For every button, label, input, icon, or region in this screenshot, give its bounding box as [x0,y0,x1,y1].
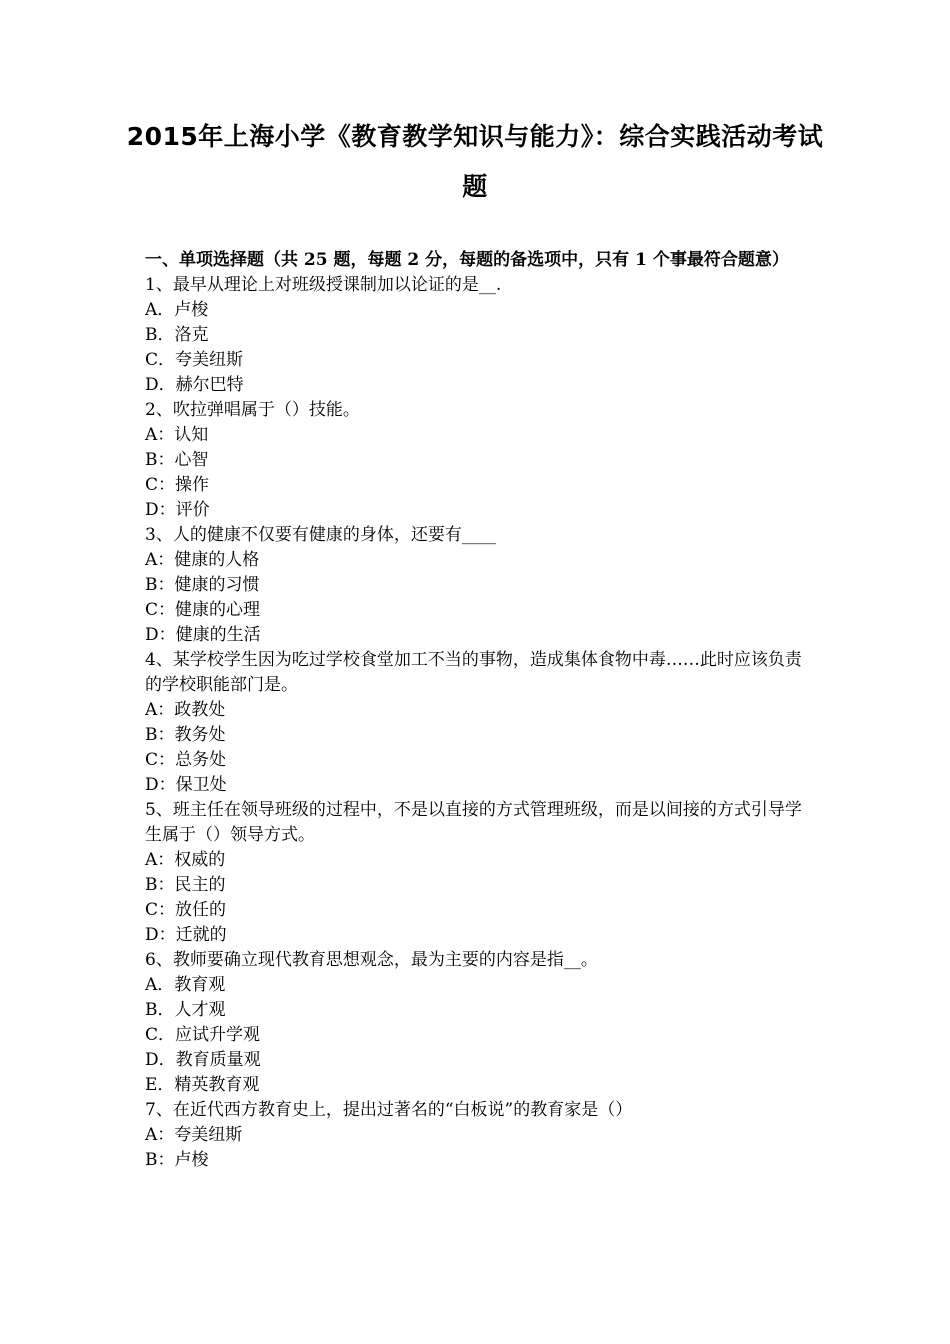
option-c: C：操作 [145,475,210,495]
question-7 [145,1098,807,1173]
option-d: D：保卫处 [145,775,227,795]
option-e: E．精英教育观 [145,1075,260,1095]
option-a: A：政教处 [145,700,226,720]
question-4 [145,648,807,798]
option-b: B．人才观 [145,1000,226,1020]
section-heading: 一、单项选择题（共 25 题，每题 2 分，每题的备选项中，只有 1 个事最符合题意） [145,250,789,270]
question-stem: 6、教师要确立现代教育思想观念，最为主要的内容是指__。 [145,950,598,970]
question-stem: 1、最早从理论上对班级授课制加以论证的是__. [145,275,502,295]
document-body [145,248,807,1173]
option-a: A：认知 [145,425,209,445]
option-c: C：健康的心理 [145,600,261,620]
option-c: C：放任的 [145,900,227,920]
option-a: A：健康的人格 [145,550,260,570]
question-stem: 2、吹拉弹唱属于（）技能。 [145,400,360,420]
option-d: D：健康的生活 [145,625,261,645]
option-a: A．教育观 [145,975,226,995]
option-b: B：心智 [145,450,209,470]
option-d: D．赫尔巴特 [145,375,244,395]
question-stem: 4、某学校学生因为吃过学校食堂加工不当的事物，造成集体食物中毒……此时应该负责的学校职能部门是。 [145,650,802,695]
option-a: A．卢梭 [145,300,209,320]
option-a: A：夸美纽斯 [145,1125,243,1145]
option-c: C．应试升学观 [145,1025,261,1045]
option-c: C．夸美纽斯 [145,350,244,370]
option-a: A：权威的 [145,850,226,870]
question-5 [145,798,807,948]
question-2 [145,398,807,523]
question-stem: 7、在近代西方教育史上，提出过著名的“白板说”的教育家是（） [145,1100,633,1120]
option-b: B：民主的 [145,875,226,895]
question-1 [145,273,807,398]
option-b: B：教务处 [145,725,226,745]
document-title: 2015年上海小学《教育教学知识与能力》：综合实践活动考试题 [126,122,824,201]
question-6 [145,948,807,1098]
question-3 [145,523,807,648]
option-d: D．教育质量观 [145,1050,261,1070]
option-b: B．洛克 [145,325,209,345]
option-b: B：健康的习惯 [145,575,260,595]
option-c: C：总务处 [145,750,227,770]
question-stem: 3、人的健康不仅要有健康的身体，还要有____ [145,525,496,545]
option-d: D：评价 [145,500,210,520]
question-stem: 5、班主任在领导班级的过程中，不是以直接的方式管理班级，而是以间接的方式引导学生属于（）领导方式。 [145,800,802,845]
option-b: B：卢梭 [145,1150,209,1170]
option-d: D：迁就的 [145,925,227,945]
